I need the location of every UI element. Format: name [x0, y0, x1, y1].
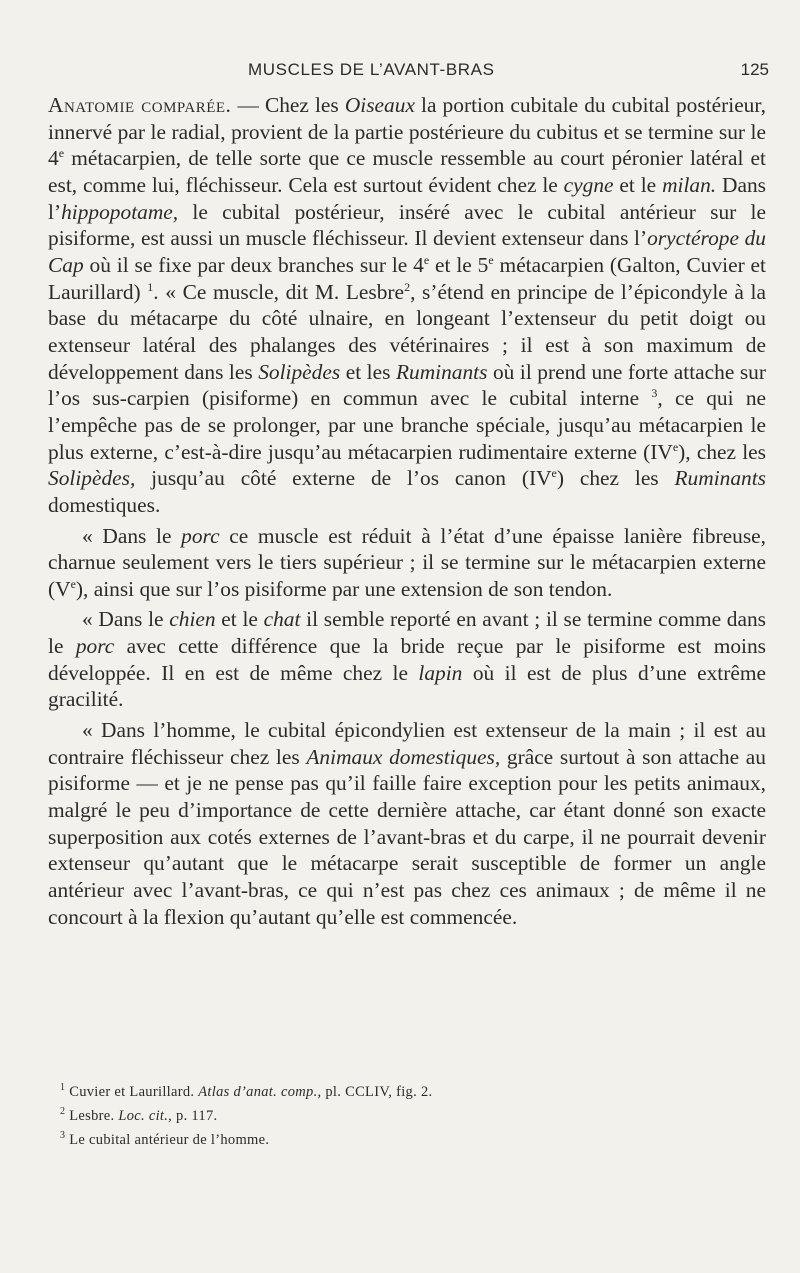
text-run: Cuvier et Laurillard.: [65, 1084, 199, 1100]
italic-term: Ruminants: [395, 359, 488, 384]
italic-term: oryctérope du Cap: [48, 226, 766, 277]
footnote-3: [60, 1128, 760, 1152]
footnotes: [60, 1080, 760, 1152]
text-run: domestiques.: [48, 492, 161, 517]
text-run: Dans l’: [48, 172, 767, 224]
text-run: ce muscle est réduit à l’état d’une épaisse lanière fibreuse, charnue seulement vers le tiers supérieur ; il se termine sur le métacarpien externe (V: [48, 523, 767, 601]
italic-term: chien: [169, 607, 216, 632]
text-run: métacarpien, de telle sorte que ce muscle ressemble au court péronier latéral et est, comme lui, fléchisseur. Cela est surtout évident chez le: [48, 146, 766, 197]
text-run: le cubital postérieur, inséré avec le cubital antérieur sur le pisiforme, est aussi un muscle fléchisseur. Il devient extenseur dans l’: [48, 199, 766, 251]
text-run: , s’étend en principe de l’épicondyle à la base du métacarpe du côté ulnaire, en longeant l’extenseur du petit doigt ou extenseur latéral des phalanges des vétérinaires ; il est à son maximum de développement dans les: [48, 279, 766, 384]
italic-term: porc: [75, 634, 115, 659]
text-run: — Chez les: [231, 93, 345, 117]
section-lead: Anatomie comparée.: [48, 93, 232, 117]
text-run: grâce surtout à son attache au pisiforme — et je ne pense pas qu’il faille faire exception pour les petits animaux, malgré le peu d’importance de cette dernière attache, car étant donné son exacte superposition aux cotés externes de l’avant-bras et du carpe, il ne pourrait devenir extenseur qu’autant que le métacarpe serait susceptible de former un angle antérieur avec l’avant-bras, ce qui n’est pas chez ces animaux ; de même il ne concourt à la flexion qu’autant qu’elle est commencée.: [48, 744, 766, 929]
italic-term: Solipèdes,: [48, 466, 136, 491]
text-run: , ce qui ne l’empêche pas de se prolonger, par une branche spéciale, jusqu’au métacarpien le plus externe, c’est-à-dire jusqu’au métacarpien rudimentaire externe (IV: [48, 386, 767, 464]
text-run: Le cubital antérieur de l’homme.: [65, 1132, 270, 1148]
text-run: où il est de plus d’une extrême gracilité.: [48, 660, 766, 712]
paragraph-porc: [48, 523, 766, 603]
text-run: Lesbre.: [65, 1108, 119, 1124]
text-run: métacarpien (Galton, Cuvier et Laurillard): [48, 252, 766, 304]
text-run: jusqu’au côté externe de l’os canon (IV: [135, 466, 552, 491]
paragraph-homme: [48, 717, 766, 930]
text-run: « Dans l’homme, le cubital épicondylien est extenseur de la main ; il est au contraire fléchisseur chez les: [48, 718, 766, 769]
footnote-ref: 3: [651, 386, 658, 401]
italic-term: Atlas d’anat. comp.,: [198, 1084, 322, 1100]
text-run: ), ainsi que sur l’os pisiforme par une extension de son tendon.: [75, 576, 613, 601]
text-run: où il se fixe par deux branches sur le 4: [83, 252, 424, 277]
text-run: la portion cubitale du cubital postérieur, innervé par le radial, provient de la partie postérieure du cubitus et se termine sur le 4: [48, 93, 766, 171]
paragraph-chien-chat: [48, 606, 766, 713]
paragraph-comparative-anatomy: [48, 92, 766, 519]
superscript: e: [58, 146, 65, 161]
footnote-1: [60, 1080, 760, 1104]
italic-term: Oiseaux: [344, 93, 415, 117]
text-run: avec cette différence que la bride reçue par le pisiforme est moins développée. Il en est de même chez le: [48, 634, 766, 685]
text-run: . « Ce muscle, dit M. Lesbre: [153, 279, 405, 304]
italic-term: porc: [181, 523, 220, 548]
footnote-2: [60, 1104, 760, 1128]
text-run: il semble reporté en avant ; il se termine comme dans le: [48, 607, 767, 659]
superscript: e: [672, 439, 679, 454]
footnote-ref: 1: [147, 279, 154, 294]
text-run: et le: [613, 172, 663, 197]
text-run: ), chez les: [678, 439, 766, 464]
text-run: pl. CCLIV, fig. 2.: [321, 1084, 433, 1100]
text-run: « Dans le: [82, 523, 182, 548]
italic-term: Loc. cit.,: [118, 1108, 173, 1124]
running-title: MUSCLES DE L’AVANT-BRAS: [248, 60, 495, 79]
text-run: et le 5: [429, 252, 489, 277]
running-head: [0, 60, 800, 88]
text-run: et les: [340, 359, 396, 384]
body-text: [48, 92, 766, 930]
superscript: e: [70, 576, 76, 591]
footnote-mark: 1: [60, 1082, 66, 1094]
text-run: et le: [215, 607, 264, 632]
footnote-mark: 3: [60, 1130, 66, 1142]
italic-term: chat: [263, 607, 301, 632]
superscript: e: [551, 466, 557, 481]
text-run: ) chez les: [556, 466, 675, 491]
italic-term: Animaux domestiques,: [306, 744, 501, 769]
superscript: e: [423, 252, 430, 267]
superscript: e: [488, 252, 494, 267]
italic-term: Ruminants: [674, 466, 766, 491]
text-run: p. 117.: [172, 1108, 218, 1124]
footnote-ref: 2: [404, 279, 411, 294]
italic-term: Solipèdes: [258, 359, 341, 384]
italic-term: hippopotame,: [61, 199, 179, 224]
text-run: où il prend une forte attache sur l’os sus-carpien (pisiforme) en commun avec le cubital interne: [48, 359, 767, 411]
page-number: 125: [740, 60, 769, 79]
italic-term: cygne: [563, 172, 614, 197]
footnote-mark: 2: [60, 1106, 66, 1118]
text-run: « Dans le: [82, 607, 170, 632]
italic-term: lapin: [418, 660, 463, 685]
italic-term: milan.: [662, 172, 717, 197]
